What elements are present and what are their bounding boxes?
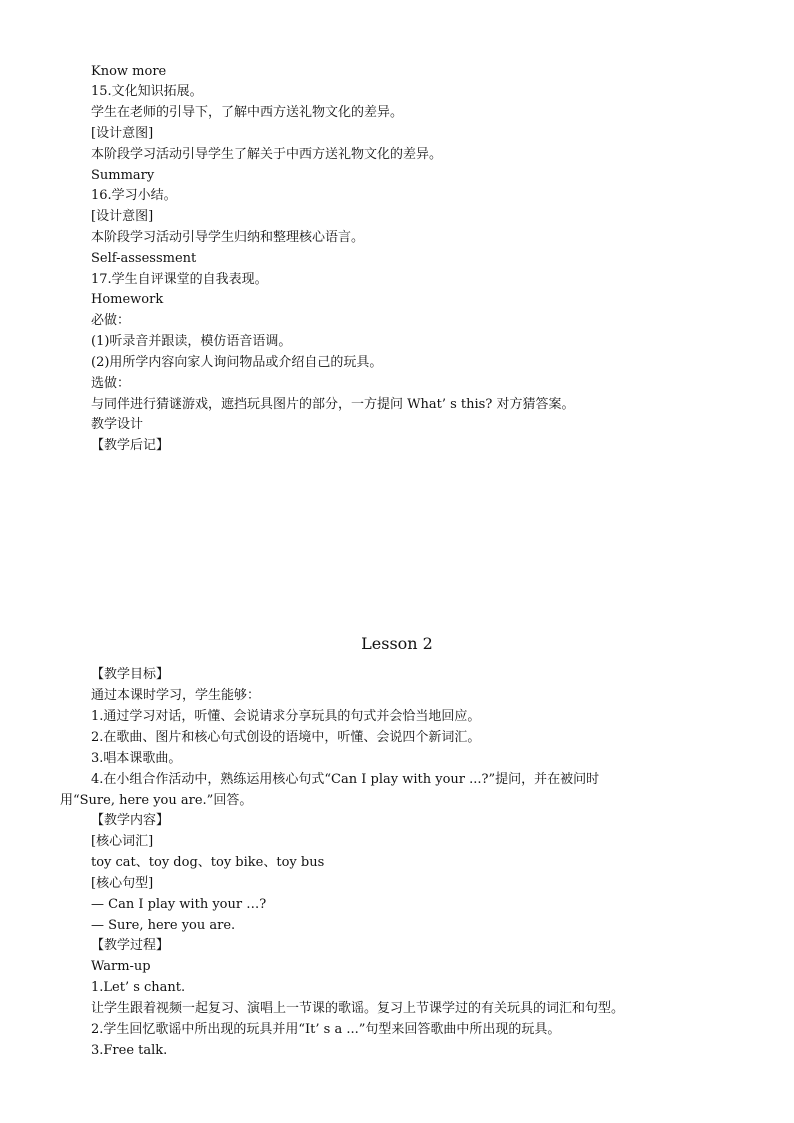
list-item: 2.在歌曲、图片和核心句式创设的语境中，听懂、会说四个新词汇。 [91,730,481,745]
paragraph: 必做： [91,313,131,328]
list-item: 3.Free talk. [91,1043,168,1058]
list-item: 2.学生回忆歌谣中所出现的玩具并用“It’ s a ...”句型来回答歌曲中所出现的玩具。 [91,1022,561,1037]
list-item: 1.Let’ s chant. [91,980,186,995]
section-label: 【教学内容】 [91,813,170,828]
paragraph: 本阶段学习活动引导学生了解关于中西方送礼物文化的差异。 [91,147,443,162]
heading-homework: Homework [91,292,164,307]
list-item: (2)用所学内容向家人询问物品或介绍自己的玩具。 [91,355,383,370]
section-label: 【教学目标】 [91,667,170,682]
heading-warm-up: Warm-up [91,959,151,974]
design-intent-label: [设计意图] [91,126,154,141]
paragraph: 让学生跟着视频一起复习、演唱上一节课的歌谣。复习上节课学过的有关玩具的词汇和句型。 [91,1001,625,1016]
subsection-label: [核心句型] [91,876,154,891]
list-item: 3.唱本课歌曲。 [91,751,182,766]
paragraph: 与同伴进行猜谜游戏，遮挡玩具图片的部分，一方提问 What’ s this? 对方猜答案。 [91,397,575,412]
dialogue-line: — Can I play with your …? [91,897,267,912]
list-item-continuation: 用“Sure, here you are.”回答。 [60,793,253,808]
heading-self-assessment: Self-assessment [91,251,197,266]
design-intent-label: [设计意图] [91,209,154,224]
paragraph: 17.学生自评课堂的自我表现。 [91,272,268,287]
paragraph: 教学设计 [91,417,144,432]
paragraph: 通过本课时学习，学生能够： [91,688,261,703]
list-item: 1.通过学习对话，听懂、会说请求分享玩具的句式并会恰当地回应。 [91,709,481,724]
paragraph: 学生在老师的引导下，了解中西方送礼物文化的差异。 [91,105,404,120]
paragraph: 15.文化知识拓展。 [91,84,203,99]
lesson-title: Lesson 2 [361,634,433,653]
paragraph: 本阶段学习活动引导学生归纳和整理核心语言。 [91,230,365,245]
subsection-label: [核心词汇] [91,834,154,849]
paragraph: 16.学习小结。 [91,188,177,203]
paragraph: 选做： [91,376,131,391]
list-item: 4.在小组合作活动中，熟练运用核心句式“Can I play with your ...?”提问，并在被问时 [91,772,600,787]
heading-know-more: Know more [91,64,167,79]
section-label: 【教学过程】 [91,938,170,953]
dialogue-line: — Sure, here you are. [91,918,236,933]
vocabulary-list: toy cat、toy dog、toy bike、toy bus [91,855,325,870]
heading-summary: Summary [91,168,155,183]
section-label: 【教学后记】 [91,438,170,453]
list-item: (1)听录音并跟读，模仿语音语调。 [91,334,292,349]
